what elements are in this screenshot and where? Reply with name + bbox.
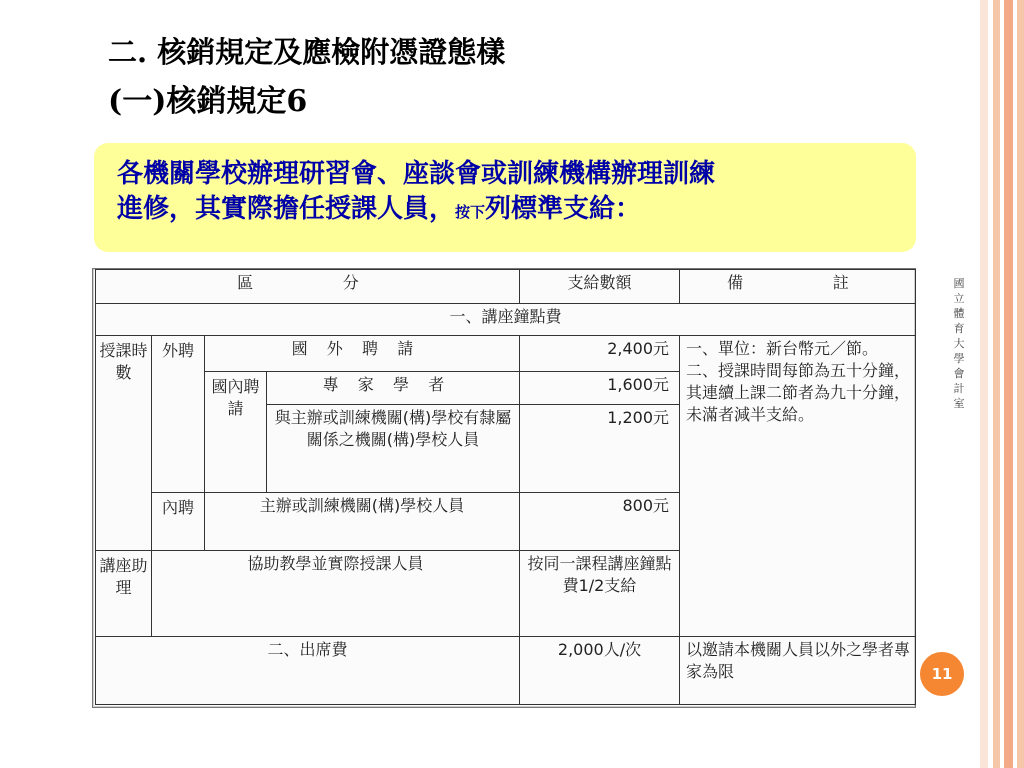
callout-text: 進修，其實際擔任授課人員， [117, 194, 456, 224]
stripe [993, 0, 1000, 768]
section-attendance-fee: 二、出席費 [96, 637, 520, 705]
amount-foreign: 2,400元 [520, 336, 680, 372]
note-2: 二、授課時間每節為五十分鐘，其連續上課二節者為九十分鐘，未滿者減半支給。 [686, 361, 911, 424]
slide-title: 二. 核銷規定及應檢附憑證態樣 [108, 35, 506, 69]
note-1: 一、單位：新台幣元／節。 [686, 339, 879, 358]
sub-external: 外聘 [152, 336, 205, 493]
amount-internal: 800元 [520, 493, 680, 551]
row-internal: 主辦或訓練機關(構)學校人員 [205, 493, 520, 551]
note-attendance: 以邀請本機關人員以外之學者專家為限 [680, 637, 916, 705]
row-foreign: 國外聘請 [205, 336, 520, 372]
callout-small-text: 按下 [455, 203, 486, 221]
slide-subtitle: (一)核銷規定6 [108, 84, 308, 119]
table-header-row [96, 270, 916, 304]
stripe [1017, 0, 1024, 768]
scanned-fee-table [92, 268, 916, 708]
section-row [96, 304, 916, 336]
amount-affiliated: 1,200元 [520, 405, 680, 493]
organization-label: 國立體育大學會計室 [953, 277, 965, 410]
stripe [980, 0, 988, 768]
header-category: 區 分 [96, 270, 520, 304]
callout-line-2 [117, 192, 916, 230]
section-lecture-fee: 一、講座鐘點費 [96, 304, 916, 336]
sub-internal: 內聘 [152, 493, 205, 551]
group-assistant: 講座助理 [96, 551, 152, 637]
header-amount: 支給數額 [520, 270, 680, 304]
amount-attendance: 2,000人/次 [520, 637, 680, 705]
amount-expert: 1,600元 [520, 372, 680, 405]
callout-text: 列標準支給： [485, 194, 642, 224]
callout-line-1: 各機關學校辦理研習會、座談會或訓練機構辦理訓練 [117, 159, 716, 189]
header-note: 備 註 [680, 270, 916, 304]
highlight-callout [94, 143, 916, 252]
section-row [96, 637, 916, 705]
stripe [1004, 0, 1013, 768]
decorative-side-stripes [980, 0, 1024, 768]
sub-domestic: 國內聘請 [205, 372, 267, 493]
group-teaching-hours: 授課時數 [96, 336, 152, 551]
fee-table [95, 269, 916, 705]
row-affiliated: 與主辦或訓練機關(構)學校有隸屬關係之機關(構)學校人員 [267, 405, 520, 493]
row-assistant: 協助教學並實際授課人員 [152, 551, 520, 637]
amount-assistant: 按同一課程講座鐘點費1/2支給 [520, 551, 680, 637]
notes-cell [680, 336, 916, 637]
page-number-badge: 11 [920, 652, 964, 696]
row-expert: 專家學者 [267, 372, 520, 405]
table-row [96, 336, 916, 372]
